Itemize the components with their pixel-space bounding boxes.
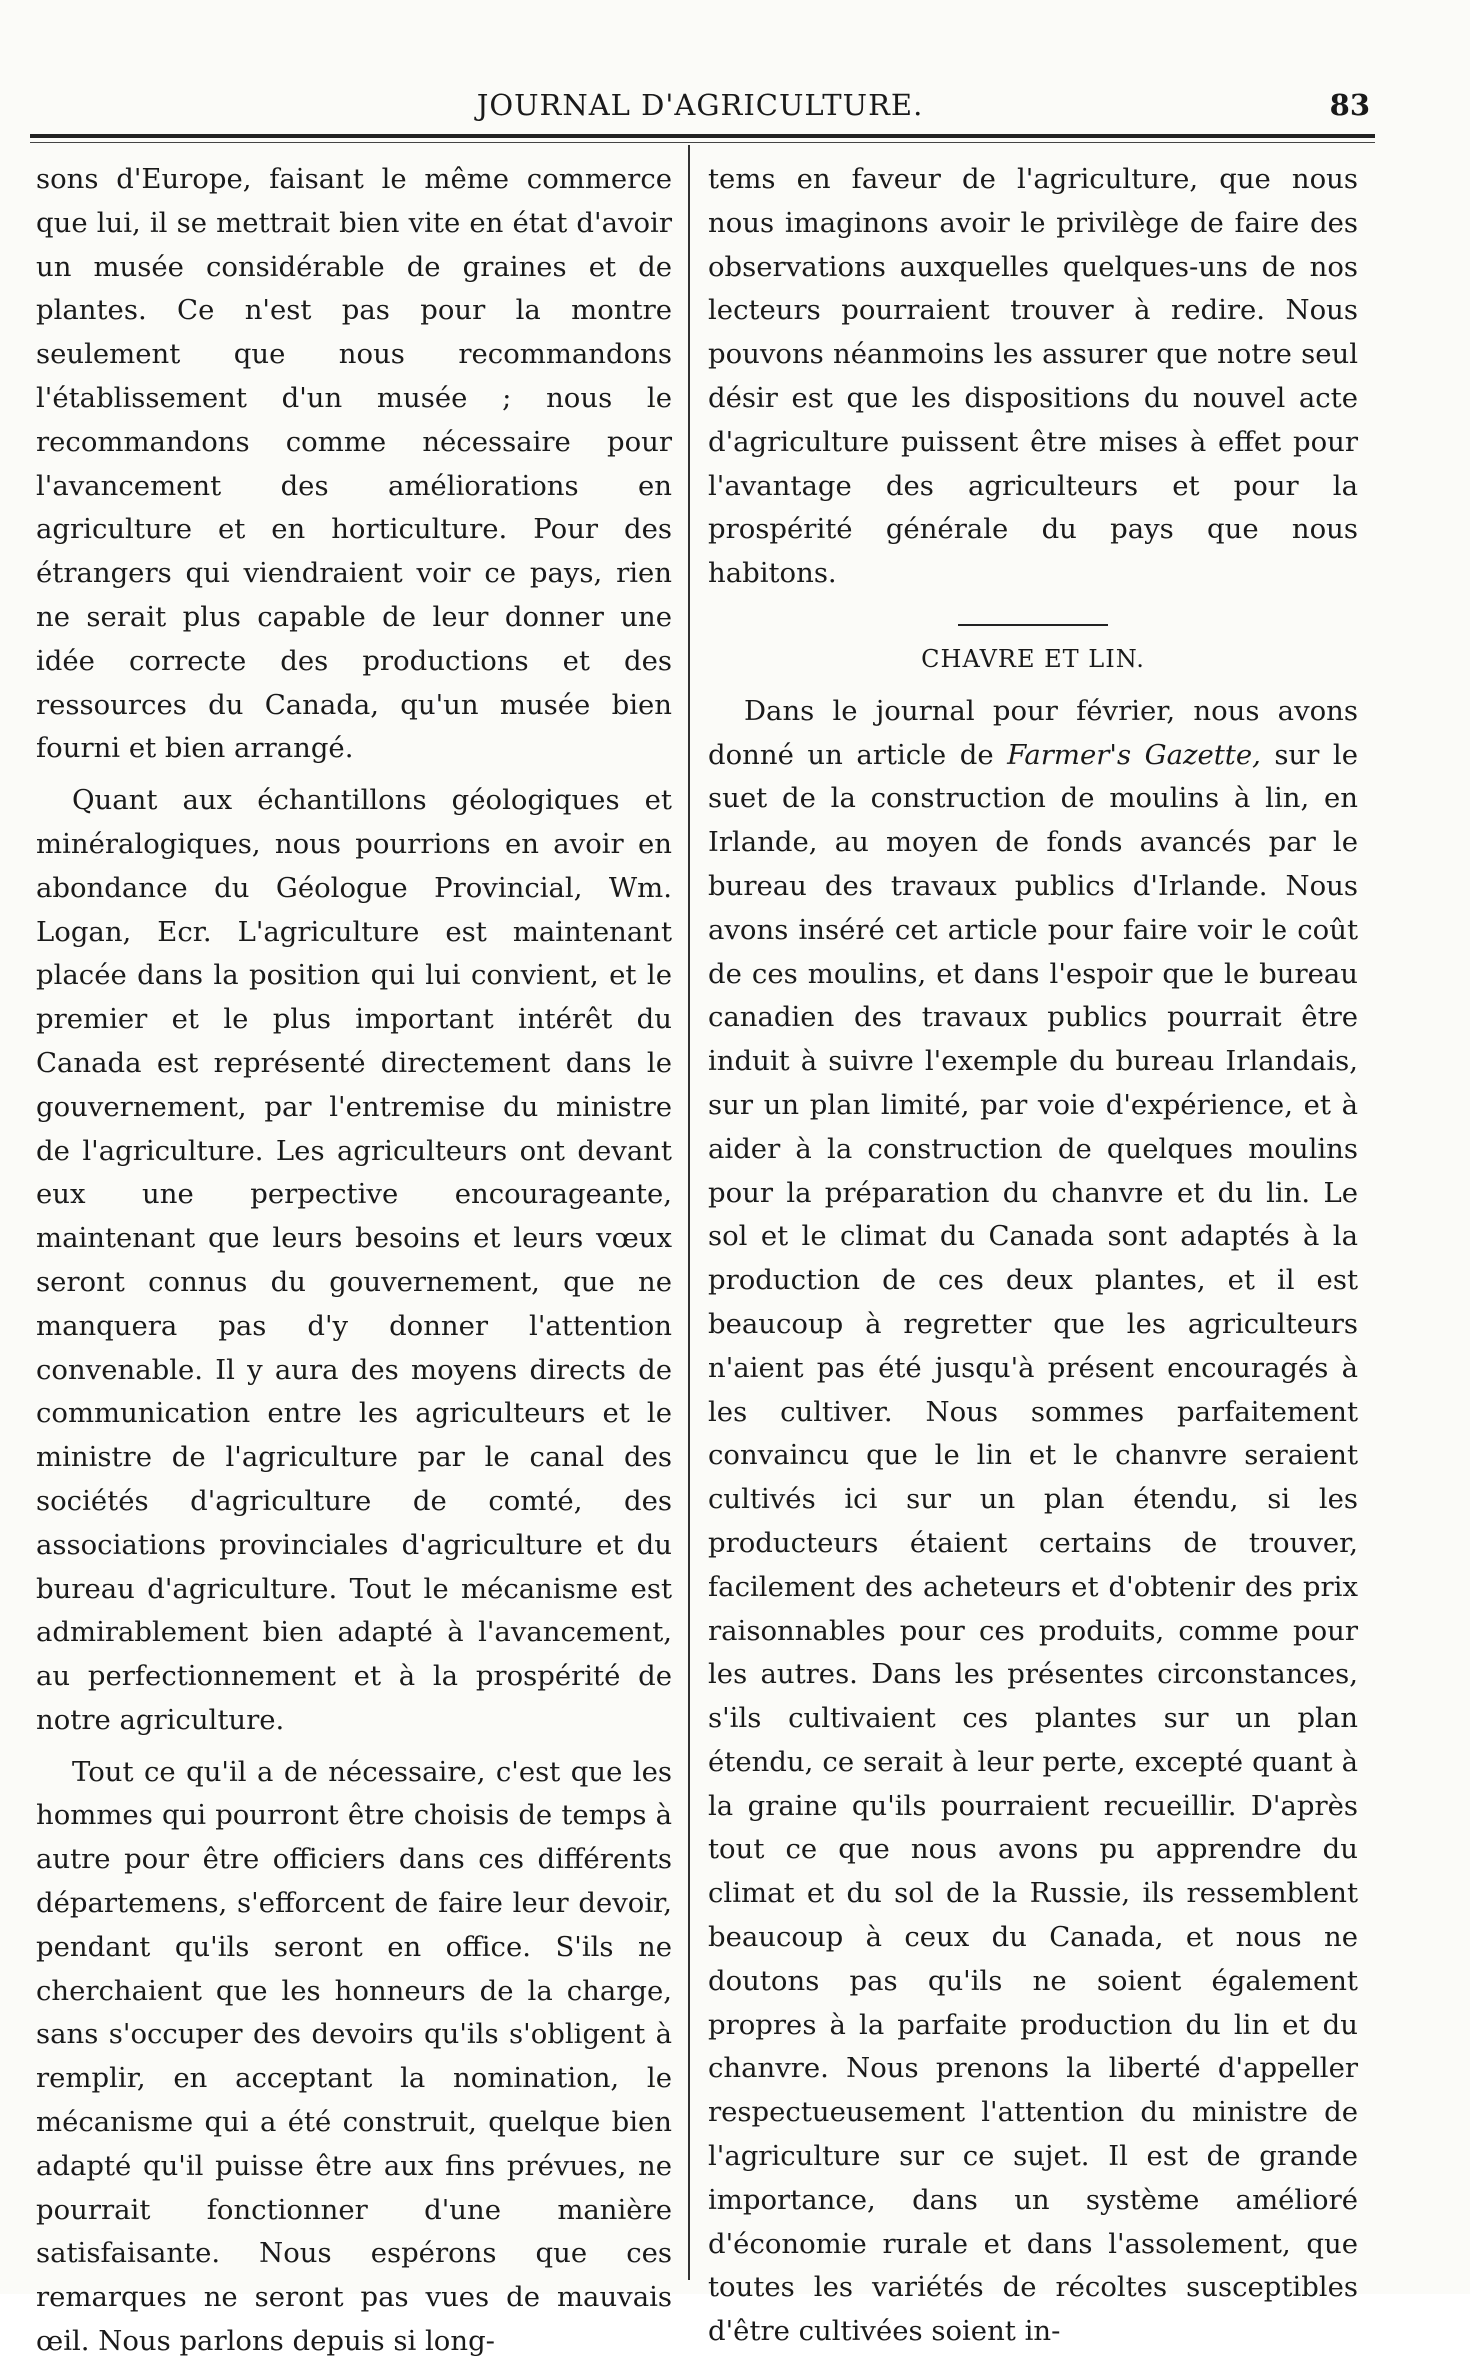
left-column: [36, 158, 672, 2364]
right-column: [708, 158, 1358, 2354]
page-header: [30, 88, 1370, 128]
header-rule-thick: [30, 134, 1375, 138]
left-paragraph-1: sons d'Europe, faisant le même commerce que lui, il se mettrait bien vite en état d'avoir un musée considérable de graines et de plantes. Ce n'est pas pour la montre seulement que nous recommandons l'établissement d'un musée ; nous le recommandons comme nécessaire pour l'avancement des améliorations en agriculture et en horticulture. Pour des étrangers qui viendraient voir ce pays, rien ne serait plus capable de leur donner une idée correcte des productions et des ressources du Canada, qu'un musée bien fourni et bien arrangé.: [36, 163, 672, 765]
paragraph-text-start: Dans le journal pour février, nous avons donné un article de: [708, 694, 1358, 771]
header-rule-thin: [30, 142, 1375, 143]
section-heading: CHAVRE ET LIN.: [921, 644, 1145, 673]
right-paragraph-1: tems en faveur de l'agriculture, que nous nous imaginons avoir le privilège de faire des observations auxquelles quelques-uns de nos lecteurs pourraient trouver à redire. Nous pouvons néanmoins les assurer que notre seul désir est que les dispositions du nouvel acte d'agriculture puissent être mises à effet pour l'avantage des agriculteurs et pour la prospérité générale du pays que nous habitons.: [708, 163, 1358, 590]
publication-title: Farmer's Gazette,: [1007, 738, 1261, 771]
right-paragraph-2: [708, 690, 1358, 2354]
paragraph-text-rest: sur le suet de la construction de moulins à lin, en Irlande, au moyen de fonds avancés par le bureau des travaux publics d'Irlande. Nous avons inséré cet article pour faire voir le coût de ces moulins, et dans l'espoir que le bureau canadien des travaux publics pourrait être induit à suivre l'exemple du bureau Irlandais, sur un plan limité, par voie d'expérience, et à aider à la construction de quelques moulins pour la préparation du chanvre et du lin. Le sol et le climat du Canada sont adaptés à la production de ces deux plantes, et il est beaucoup à regretter que les agriculteurs n'aient pas été jusqu'à présent encouragés à les cultiver. Nous sommes parfaitement convaincu que le lin et le chanvre seraient cultivés ici sur un plan étendu, si les producteurs étaient certains de trouver, facilement des acheteurs et d'obtenir des prix raisonnables pour ces produits, comme pour les autres. Dans les présentes circonstances, s'ils cultivaient ces plantes sur un plan étendu, ce serait à leur perte, excepté quant à la graine qu'ils pourraient recueillir. D'après tout ce que nous avons pu apprendre du climat et du sol de la Russie, ils ressemblent beaucoup à ceux du Canada, et nous ne doutons pas qu'ils ne soient également propres à la parfaite production du lin et du chanvre. Nous prenons la liberté d'appeller respectueusement l'attention du ministre de l'agriculture sur ce sujet. Il est de grande importance, dans un système amélioré d'économie rurale et dans l'assolement, que toutes les variétés de récoltes susceptibles d'être cultivées soient in-: [708, 738, 1359, 2348]
running-title: JOURNAL D'AGRICULTURE.: [476, 88, 924, 122]
section-divider-rule: [958, 624, 1108, 626]
left-paragraph-3: Tout ce qu'il a de nécessaire, c'est que les hommes qui pourront être choisis de temps à autre pour être officiers dans ces différents départemens, s'efforcent de faire leur devoir, pendant qu'ils seront en office. S'ils ne cherchaient que les honneurs de la charge, sans s'occuper des devoirs qu'ils s'obligent à remplir, en acceptant la nomination, le mécanisme qui a été construit, quelque bien adapté qu'il puisse être aux fins prévues, ne pourrait fonctionner d'une manière satisfaisante. Nous espérons que ces remarques ne seront pas vues de mauvais œil. Nous parlons depuis si long-: [36, 1755, 672, 2358]
left-paragraph-2: Quant aux échantillons géologiques et minéralogiques, nous pourrions en avoir en abondance du Géologue Provincial, Wm. Logan, Ecr. L'agriculture est maintenant placée dans la position qui lui convient, et le premier et le plus important intérêt du Canada est représenté directement dans le gouvernement, par l'entremise du ministre de l'agriculture. Les agriculteurs ont devant eux une perpective encourageante, maintenant que leurs besoins et leurs vœux seront connus du gouvernement, que ne manquera pas d'y donner l'attention convenable. Il y aura des moyens directs de communication entre les agriculteurs et le ministre de l'agriculture par le canal des sociétés d'agriculture de comté, des associations provinciales d'agriculture et du bureau d'agriculture. Tout le mécanisme est admirablement bien adapté à l'avancement, au perfectionnement et à la prospérité de notre agriculture.: [36, 784, 672, 1736]
page-number: 83: [1329, 88, 1370, 122]
column-divider: [688, 145, 690, 2280]
